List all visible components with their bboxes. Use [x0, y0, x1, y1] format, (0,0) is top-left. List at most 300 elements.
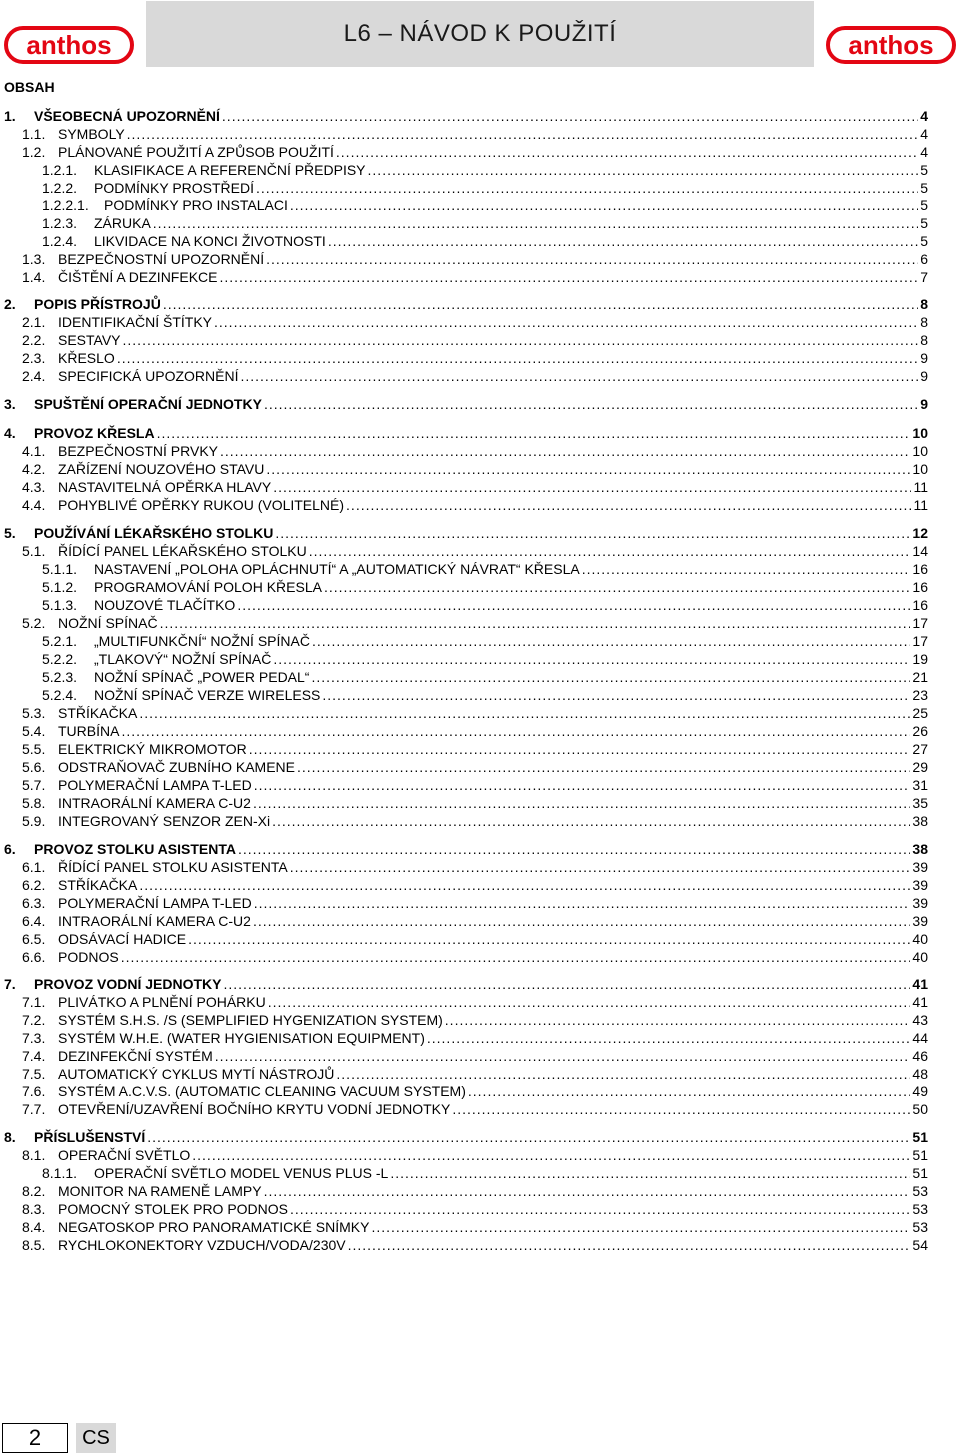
toc-entry-page: 5 — [920, 233, 928, 249]
toc-entry-page: 27 — [912, 741, 928, 757]
toc-entry-number: 1.2.2.1. — [42, 197, 89, 213]
toc-entry-number: 5.4. — [22, 723, 46, 739]
toc-entry-number: 4.4. — [22, 497, 46, 513]
toc-leader-dots — [219, 269, 918, 286]
toc-leader-dots — [157, 425, 911, 442]
toc-entry-number: 4.3. — [22, 479, 46, 495]
toc-entry-title: POHYBLIVÉ OPĚRKY RUKOU (VOLITELNÉ) — [58, 497, 345, 513]
toc-entry-title: OTEVŘENÍ/UZAVŘENÍ BOČNÍHO KRYTU VODNÍ JEDNOTKY — [58, 1101, 451, 1117]
toc-entry-page: 16 — [912, 579, 928, 595]
toc-entry-number: 7.4. — [22, 1048, 46, 1064]
toc-entry-title: NASTAVENÍ „POLOHA OPLÁCHNUTÍ“ A „AUTOMATICKÝ NÁVRAT“ KŘESLA — [94, 561, 580, 577]
toc-entry-page: 9 — [920, 350, 928, 366]
toc-entry-page: 31 — [912, 777, 928, 793]
toc-entry-title: RYCHLOKONEKTORY VZDUCH/VODA/230V — [58, 1237, 346, 1253]
toc-leader-dots — [275, 525, 910, 542]
toc-entry-page: 7 — [920, 269, 928, 285]
toc-entry-number: 5.2.2. — [42, 651, 78, 667]
toc-leader-dots — [371, 1219, 910, 1236]
toc-entry-number: 6.6. — [22, 949, 46, 965]
toc-entry-title: DEZINFEKČNÍ SYSTÉM — [58, 1048, 213, 1064]
toc-entry[interactable] — [22, 931, 928, 948]
toc-entry-title: KLASIFIKACE A REFERENČNÍ PŘEDPISY — [94, 162, 366, 178]
toc-leader-dots — [139, 877, 910, 894]
toc-entry[interactable] — [42, 651, 928, 668]
toc-leader-dots — [121, 723, 910, 740]
toc-entry-title: PROVOZ KŘESLA — [34, 425, 155, 441]
toc-entry-title: PODMÍNKY PRO INSTALACI — [104, 197, 288, 213]
toc-leader-dots — [220, 443, 910, 460]
toc-entry-page: 48 — [912, 1066, 928, 1082]
toc-entry-number: 1.2.1. — [42, 162, 78, 178]
toc-entry-number: 7.6. — [22, 1083, 46, 1099]
toc-leader-dots — [192, 1147, 910, 1164]
toc-leader-dots — [336, 144, 918, 161]
toc-entry[interactable] — [22, 994, 928, 1011]
toc-entry[interactable] — [42, 1165, 928, 1182]
toc-entry[interactable] — [22, 1147, 928, 1164]
toc-entry-title: BEZPEČNOSTNÍ UPOZORNĚNÍ — [58, 251, 265, 267]
toc-entry-page: 10 — [912, 425, 928, 441]
toc-entry-number: 2.1. — [22, 314, 46, 330]
toc-leader-dots — [290, 1201, 910, 1218]
toc-entry[interactable] — [22, 543, 928, 560]
toc-leader-dots — [222, 108, 918, 125]
toc-entry-title: PROVOZ VODNÍ JEDNOTKY — [34, 976, 222, 992]
toc-entry-title: POPIS PŘÍSTROJŮ — [34, 296, 161, 312]
toc-entry[interactable] — [22, 1219, 928, 1236]
toc-entry-page: 44 — [912, 1030, 928, 1046]
toc-entry-page: 21 — [912, 669, 928, 685]
toc-entry-number: 7.3. — [22, 1030, 46, 1046]
toc-entry[interactable] — [22, 443, 928, 460]
toc-entry-page: 9 — [920, 396, 928, 412]
toc-entry-page: 10 — [912, 461, 928, 477]
toc-leader-dots — [266, 461, 910, 478]
toc-leader-dots — [253, 795, 910, 812]
toc-entry-number: 8.4. — [22, 1219, 46, 1235]
toc-entry-page: 16 — [912, 597, 928, 613]
toc-entry-page: 11 — [913, 479, 928, 495]
toc-entry[interactable] — [4, 841, 928, 858]
toc-entry-title: POMOCNÝ STOLEK PRO PODNOS — [58, 1201, 289, 1217]
toc-heading: OBSAH — [4, 79, 55, 95]
toc-entry-title: LIKVIDACE NA KONCI ŽIVOTNOSTI — [94, 233, 326, 249]
toc-entry[interactable] — [22, 949, 928, 966]
toc-entry-page: 10 — [912, 443, 928, 459]
toc-leader-dots — [312, 633, 910, 650]
toc-entry-title: PŘÍSLUŠENSTVÍ — [34, 1129, 146, 1145]
toc-entry-page: 40 — [912, 949, 928, 965]
toc-entry-number: 6.3. — [22, 895, 46, 911]
toc-entry-number: 5.2.1. — [42, 633, 78, 649]
toc-leader-dots — [117, 350, 918, 367]
toc-leader-dots — [290, 197, 918, 214]
toc-entry-title: POLYMERAČNÍ LAMPA T-LED — [58, 777, 252, 793]
toc-entry-page: 41 — [912, 976, 928, 992]
toc-entry-number: 5.1.1. — [42, 561, 78, 577]
toc-leader-dots — [139, 705, 910, 722]
toc-entry-title: VŠEOBECNÁ UPOZORNĚNÍ — [34, 108, 220, 124]
toc-entry[interactable] — [42, 687, 928, 704]
toc-leader-dots — [253, 913, 910, 930]
toc-entry-number: 8.3. — [22, 1201, 46, 1217]
toc-entry[interactable] — [22, 795, 928, 812]
toc-entry-number: 6.2. — [22, 877, 46, 893]
toc-entry-number: 2.3. — [22, 350, 46, 366]
toc-entry[interactable] — [22, 1083, 928, 1100]
toc-entry-number: 5.2.3. — [42, 669, 78, 685]
toc-entry[interactable] — [22, 461, 928, 478]
toc-entry-title: ŘÍDÍCÍ PANEL LÉKAŘSKÉHO STOLKU — [58, 543, 307, 559]
toc-leader-dots — [188, 931, 910, 948]
toc-entry-number: 8.1. — [22, 1147, 46, 1163]
toc-entry[interactable] — [22, 615, 928, 632]
toc-entry-title: NOŽNÍ SPÍNAČ — [58, 615, 158, 631]
toc-entry-page: 12 — [912, 525, 928, 541]
toc-entry[interactable] — [22, 877, 928, 894]
toc-entry-page: 8 — [920, 332, 928, 348]
toc-entry-number: 3. — [4, 396, 16, 412]
toc-leader-dots — [582, 561, 911, 578]
toc-entry-number: 7.7. — [22, 1101, 46, 1117]
toc-entry-title: STŘÍKAČKA — [58, 705, 138, 721]
toc-leader-dots — [264, 396, 918, 413]
toc-entry-title: SYSTÉM A.C.V.S. (AUTOMATIC CLEANING VACUUM SYSTEM) — [58, 1083, 466, 1099]
toc-entry[interactable] — [4, 296, 928, 313]
toc-entry-number: 1.1. — [22, 126, 46, 142]
toc-leader-dots — [238, 841, 910, 858]
toc-entry-page: 39 — [912, 859, 928, 875]
toc-entry-title: NOŽNÍ SPÍNAČ VERZE WIRELESS — [94, 687, 321, 703]
toc-entry-title: NOUZOVÉ TLAČÍTKO — [94, 597, 236, 613]
toc-entry-page: 35 — [912, 795, 928, 811]
toc-entry-page: 53 — [912, 1201, 928, 1217]
toc-entry-title: BEZPEČNOSTNÍ PRVKY — [58, 443, 219, 459]
toc-entry-title: INTEGROVANÝ SENZOR ZEN-Xi — [58, 813, 271, 829]
toc-leader-dots — [297, 759, 910, 776]
toc-entry-page: 29 — [912, 759, 928, 775]
toc-entry-number: 5.2.4. — [42, 687, 78, 703]
toc-entry[interactable] — [42, 215, 928, 232]
toc-entry-number: 8.1.1. — [42, 1165, 78, 1181]
toc-leader-dots — [268, 994, 911, 1011]
toc-leader-dots — [290, 859, 911, 876]
toc-entry-number: 2.2. — [22, 332, 46, 348]
toc-entry-number: 1.3. — [22, 251, 46, 267]
toc-entry-number: 5.7. — [22, 777, 46, 793]
toc-entry[interactable] — [22, 705, 928, 722]
toc-entry-number: 5.3. — [22, 705, 46, 721]
toc-entry[interactable] — [42, 669, 928, 686]
toc-leader-dots — [256, 180, 918, 197]
toc-entry-title: NOŽNÍ SPÍNAČ „POWER PEDAL“ — [94, 669, 310, 685]
toc-entry-number: 1.2.2. — [42, 180, 78, 196]
toc-entry[interactable] — [42, 633, 928, 650]
toc-entry[interactable] — [22, 1101, 928, 1118]
toc-entry-title: PODMÍNKY PROSTŘEDÍ — [94, 180, 254, 196]
toc-entry[interactable] — [4, 976, 928, 993]
toc-leader-dots — [254, 895, 911, 912]
toc-leader-dots — [153, 215, 918, 232]
toc-entry-number: 5.6. — [22, 759, 46, 775]
toc-entry[interactable] — [22, 859, 928, 876]
toc-leader-dots — [427, 1030, 911, 1047]
anthos-logo-right — [826, 22, 956, 68]
toc-entry-number: 1. — [4, 108, 16, 124]
toc-leader-dots — [215, 1048, 911, 1065]
toc-entry-page: 23 — [912, 687, 928, 703]
toc-entry-number: 7.1. — [22, 994, 46, 1010]
toc-leader-dots — [249, 741, 911, 758]
toc-entry-page: 5 — [920, 197, 928, 213]
toc-entry[interactable] — [22, 759, 928, 776]
toc-leader-dots — [452, 1101, 910, 1118]
toc-leader-dots — [368, 162, 919, 179]
toc-leader-dots — [264, 1183, 911, 1200]
toc-entry-number: 6.1. — [22, 859, 46, 875]
toc-entry-page: 16 — [912, 561, 928, 577]
toc-entry-title: AUTOMATICKÝ CYKLUS MYTÍ NÁSTROJŮ — [58, 1066, 335, 1082]
toc-entry-title: ZAŘÍZENÍ NOUZOVÉHO STAVU — [58, 461, 265, 477]
toc-entry[interactable] — [22, 126, 928, 143]
toc-leader-dots — [336, 1066, 910, 1083]
toc-entry[interactable] — [42, 162, 928, 179]
toc-entry[interactable] — [22, 332, 928, 349]
toc-leader-dots — [328, 233, 918, 250]
toc-entry-page: 51 — [912, 1129, 928, 1145]
toc-entry-number: 4. — [4, 425, 16, 441]
toc-entry-number: 5.1.3. — [42, 597, 78, 613]
toc-leader-dots — [147, 1129, 910, 1146]
toc-leader-dots — [160, 615, 911, 632]
toc-entry[interactable] — [22, 1183, 928, 1200]
toc-entry-title: OPERAČNÍ SVĚTLO — [58, 1147, 191, 1163]
toc-entry[interactable] — [22, 813, 928, 830]
toc-entry-title: SYMBOLY — [58, 126, 125, 142]
toc-leader-dots — [127, 126, 919, 143]
toc-entry[interactable] — [22, 479, 928, 496]
toc-entry-title: POLYMERAČNÍ LAMPA T-LED — [58, 895, 252, 911]
toc-entry-title: „MULTIFUNKČNÍ“ NOŽNÍ SPÍNAČ — [94, 633, 310, 649]
toc-leader-dots — [346, 497, 911, 514]
toc-entry[interactable] — [22, 1237, 928, 1254]
toc-entry-number: 1.2.4. — [42, 233, 78, 249]
toc-entry[interactable] — [22, 497, 928, 514]
toc-entry-title: MONITOR NA RAMENĚ LAMPY — [58, 1183, 262, 1199]
toc-entry-title: PROGRAMOVÁNÍ POLOH KŘESLA — [94, 579, 322, 595]
toc-entry-page: 54 — [912, 1237, 928, 1253]
toc-entry-page: 51 — [912, 1147, 928, 1163]
toc-entry-number: 2. — [4, 296, 16, 312]
toc-entry-title: TURBÍNA — [58, 723, 120, 739]
toc-entry-title: „TLAKOVÝ“ NOŽNÍ SPÍNAČ — [94, 651, 272, 667]
toc-entry-number: 4.1. — [22, 443, 46, 459]
toc-entry-page: 4 — [920, 126, 928, 142]
toc-entry[interactable] — [22, 777, 928, 794]
toc-leader-dots — [311, 669, 910, 686]
toc-entry-number: 5.8. — [22, 795, 46, 811]
toc-entry-number: 2.4. — [22, 368, 46, 384]
toc-entry-number: 5. — [4, 525, 16, 541]
toc-entry-title: INTRAORÁLNÍ KAMERA C-U2 — [58, 795, 251, 811]
toc-entry-title: SPECIFICKÁ UPOZORNĚNÍ — [58, 368, 239, 384]
toc-entry[interactable] — [4, 396, 928, 413]
toc-entry-title: SYSTÉM S.H.S. /S (SEMPLIFIED HYGENIZATION SYSTEM) — [58, 1012, 443, 1028]
logo-text: anthos — [848, 30, 934, 60]
toc-entry-number: 5.2. — [22, 615, 46, 631]
toc-entry[interactable] — [42, 180, 928, 197]
toc-leader-dots — [266, 251, 918, 268]
toc-entry-title: PROVOZ STOLKU ASISTENTA — [34, 841, 236, 857]
toc-entry-number: 6.4. — [22, 913, 46, 929]
toc-entry-title: ČIŠTĚNÍ A DEZINFEKCE — [58, 269, 218, 285]
toc-entry[interactable] — [4, 525, 928, 542]
toc-entry-title: ODSTRAŇOVAČ ZUBNÍHO KAMENE — [58, 759, 295, 775]
toc-entry[interactable] — [22, 895, 928, 912]
toc-entry[interactable] — [42, 561, 928, 578]
toc-entry[interactable] — [22, 723, 928, 740]
toc-leader-dots — [390, 1165, 910, 1182]
toc-entry-title: SESTAVY — [58, 332, 121, 348]
toc-entry-page: 8 — [920, 296, 928, 312]
toc-entry[interactable] — [22, 251, 928, 268]
toc-leader-dots — [272, 813, 910, 830]
page-title: L6 – NÁVOD K POUŽITÍ — [343, 20, 617, 47]
anthos-logo-left — [4, 22, 134, 68]
toc-leader-dots — [322, 687, 910, 704]
toc-entry-title: KŘESLO — [58, 350, 115, 366]
toc-entry[interactable] — [22, 1066, 928, 1083]
toc-entry-page: 8 — [920, 314, 928, 330]
toc-entry-page: 5 — [920, 215, 928, 231]
toc-entry[interactable] — [22, 741, 928, 758]
toc-leader-dots — [240, 368, 918, 385]
toc-entry-page: 9 — [920, 368, 928, 384]
toc-entry-page: 49 — [912, 1083, 928, 1099]
toc-entry-page: 25 — [912, 705, 928, 721]
toc-entry-page: 5 — [920, 180, 928, 196]
toc-entry-title: ZÁRUKA — [94, 215, 151, 231]
toc-entry-page: 51 — [912, 1165, 928, 1181]
toc-entry-page: 6 — [920, 251, 928, 267]
toc-leader-dots — [445, 1012, 911, 1029]
logo-text: anthos — [26, 30, 112, 60]
toc-entry-page: 26 — [912, 723, 928, 739]
toc-entry-title: PLÁNOVANÉ POUŽITÍ A ZPŮSOB POUŽITÍ — [58, 144, 334, 160]
toc-leader-dots — [121, 949, 911, 966]
toc-leader-dots — [273, 651, 910, 668]
toc-entry-title: SPUŠTĚNÍ OPERAČNÍ JEDNOTKY — [34, 396, 262, 412]
toc-entry[interactable] — [22, 350, 928, 367]
toc-entry-page: 17 — [912, 633, 928, 649]
toc-entry-page: 38 — [912, 813, 928, 829]
toc-entry-number: 1.2.3. — [42, 215, 78, 231]
toc-entry-page: 40 — [912, 931, 928, 947]
toc-entry-title: NEGATOSKOP PRO PANORAMATICKÉ SNÍMKY — [58, 1219, 370, 1235]
toc-entry-title: ODSÁVACÍ HADICE — [58, 931, 187, 947]
toc-entry[interactable] — [22, 913, 928, 930]
toc-entry-number: 8.5. — [22, 1237, 46, 1253]
toc-entry-title: PLIVÁTKO A PLNĚNÍ POHÁRKU — [58, 994, 266, 1010]
toc-entry-number: 5.9. — [22, 813, 46, 829]
language-badge: CS — [76, 1423, 116, 1453]
toc-entry-page: 41 — [912, 994, 928, 1010]
toc-entry[interactable] — [22, 314, 928, 331]
toc-entry-title: OPERAČNÍ SVĚTLO MODEL VENUS PLUS -L — [94, 1165, 389, 1181]
toc-entry-title: POUŽÍVÁNÍ LÉKAŘSKÉHO STOLKU — [34, 525, 274, 541]
toc-entry-page: 43 — [912, 1012, 928, 1028]
toc-entry[interactable] — [22, 1048, 928, 1065]
toc-entry-page: 38 — [912, 841, 928, 857]
toc-entry-page: 39 — [912, 877, 928, 893]
toc-entry[interactable] — [42, 197, 928, 214]
toc-entry-page: 50 — [912, 1101, 928, 1117]
toc-leader-dots — [237, 597, 910, 614]
toc-entry[interactable] — [22, 269, 928, 286]
toc-entry-title: NASTAVITELNÁ OPĚRKA HLAVY — [58, 479, 272, 495]
toc-entry-page: 53 — [912, 1183, 928, 1199]
toc-entry-number: 4.2. — [22, 461, 46, 477]
toc-entry[interactable] — [42, 233, 928, 250]
toc-entry-number: 6. — [4, 841, 16, 857]
toc-entry-title: INTRAORÁLNÍ KAMERA C-U2 — [58, 913, 251, 929]
toc-entry-page: 4 — [920, 108, 928, 124]
toc-entry-title: ELEKTRICKÝ MIKROMOTOR — [58, 741, 247, 757]
toc-leader-dots — [223, 976, 910, 993]
toc-leader-dots — [254, 777, 911, 794]
toc-entry-title: ŘÍDÍCÍ PANEL STOLKU ASISTENTA — [58, 859, 288, 875]
toc-entry[interactable] — [22, 1030, 928, 1047]
toc-entry-number: 1.4. — [22, 269, 46, 285]
toc-entry[interactable] — [4, 425, 928, 442]
toc-entry[interactable] — [42, 579, 928, 596]
toc-entry-number: 5.1.2. — [42, 579, 78, 595]
toc-entry-page: 4 — [920, 144, 928, 160]
toc-entry-page: 5 — [920, 162, 928, 178]
toc-entry-number: 8. — [4, 1129, 16, 1145]
header-band — [146, 1, 814, 67]
toc-entry-page: 39 — [912, 895, 928, 911]
toc-entry-number: 7. — [4, 976, 16, 992]
toc-entry-number: 7.2. — [22, 1012, 46, 1028]
toc-entry[interactable] — [42, 597, 928, 614]
toc-entry-title: SYSTÉM W.H.E. (WATER HYGIENISATION EQUIPMENT) — [58, 1030, 425, 1046]
toc-leader-dots — [163, 296, 918, 313]
toc-leader-dots — [324, 579, 910, 596]
toc-entry-page: 11 — [913, 497, 928, 513]
toc-entry-title: STŘÍKAČKA — [58, 877, 138, 893]
toc-entry[interactable] — [22, 144, 928, 161]
toc-entry-number: 1.2. — [22, 144, 46, 160]
toc-entry-page: 39 — [912, 913, 928, 929]
toc-entry[interactable] — [4, 1129, 928, 1146]
toc-entry-page: 14 — [912, 543, 928, 559]
toc-entry-number: 5.1. — [22, 543, 46, 559]
toc-entry-page: 46 — [912, 1048, 928, 1064]
toc-leader-dots — [214, 314, 918, 331]
toc-entry-title: IDENTIFIKAČNÍ ŠTÍTKY — [58, 314, 213, 330]
toc-entry[interactable] — [4, 108, 928, 125]
toc-leader-dots — [468, 1083, 911, 1100]
page-number: 2 — [2, 1423, 68, 1453]
toc-entry-page: 17 — [912, 615, 928, 631]
toc-entry[interactable] — [22, 1201, 928, 1218]
toc-entry[interactable] — [22, 1012, 928, 1029]
toc-entry[interactable] — [22, 368, 928, 385]
toc-entry-number: 8.2. — [22, 1183, 46, 1199]
toc-leader-dots — [348, 1237, 911, 1254]
